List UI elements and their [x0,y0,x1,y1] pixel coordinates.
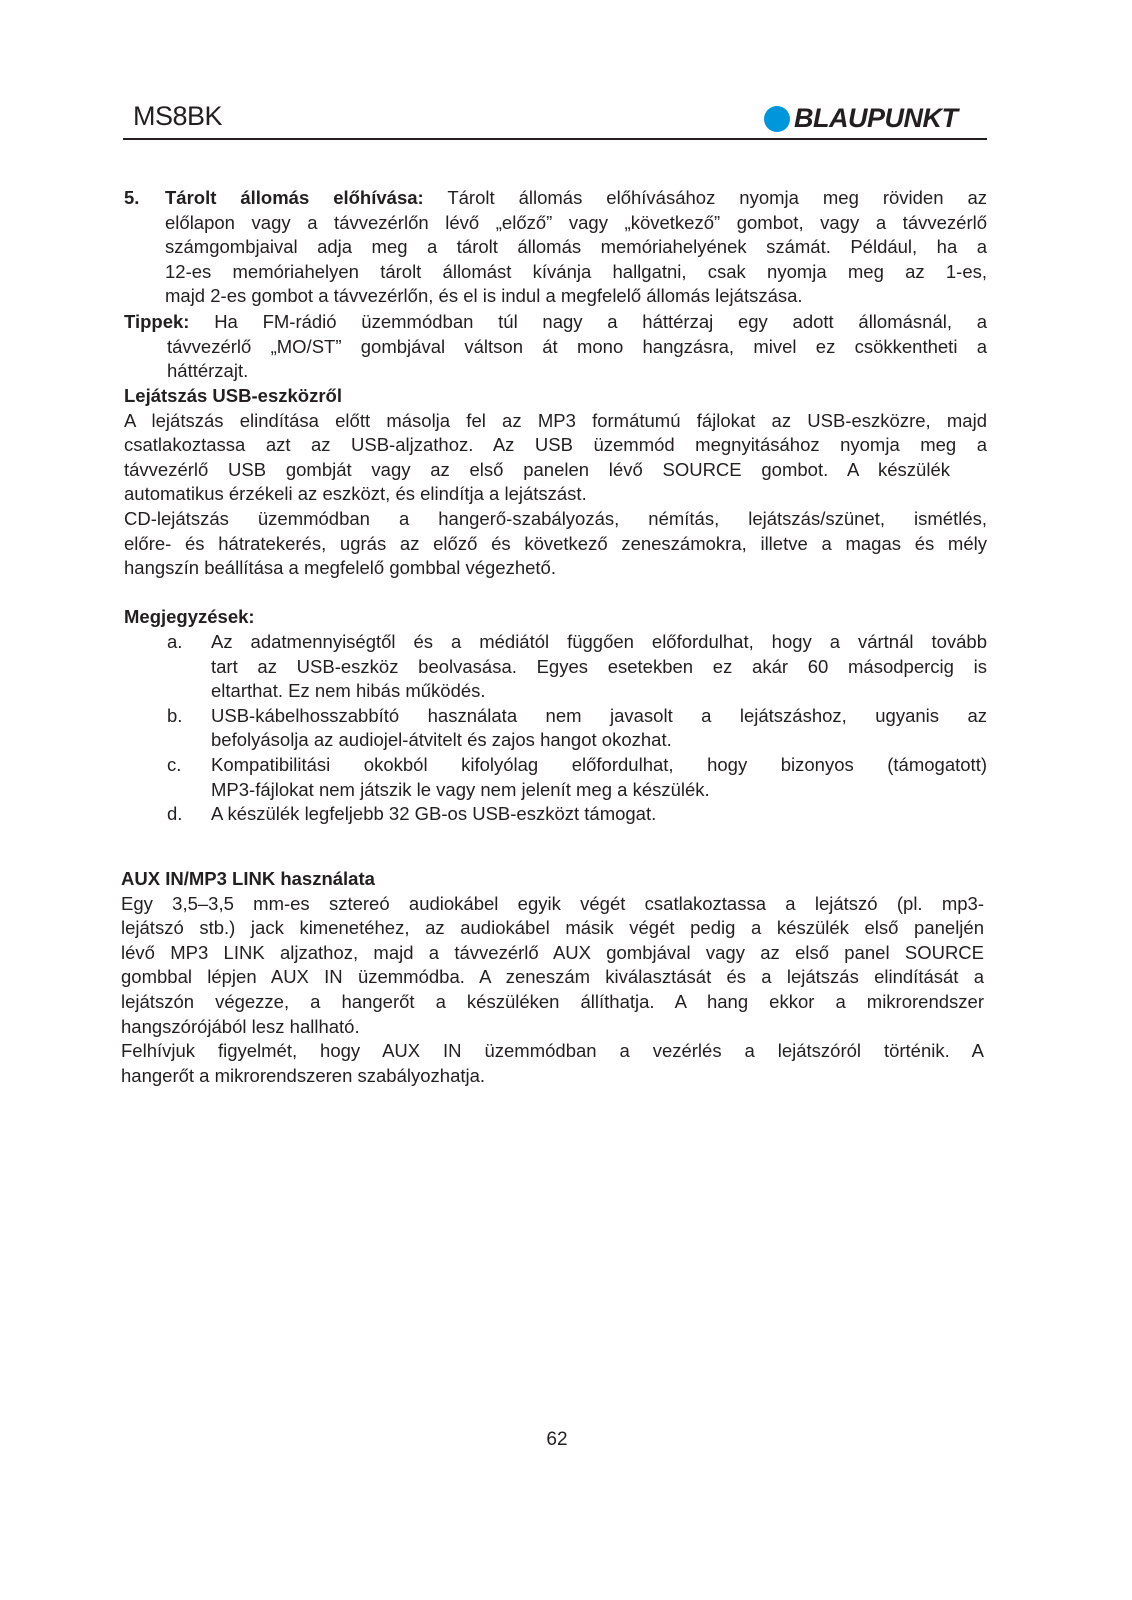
aux-heading: AUX IN/MP3 LINK használata [121,868,375,889]
page-number: 62 [546,1429,568,1450]
text-line: számgombjaival adja meg a tárolt állomás memóriahelyének számát. Például, ha a [165,236,987,258]
text-line: lejátszón végezze, a hangerőt a készüléken állíthatja. A hang ekkor a mikrorendszer [121,990,984,1012]
note-c [167,753,987,802]
text-line: lejátszó stb.) jack kimenetéhez, az audiokábel másik végét pedig a készülék első paneljén [121,917,984,939]
usb-heading: Lejátszás USB-eszközről [124,385,342,406]
logo-dot-icon [764,106,790,132]
header-divider [123,138,987,140]
text-line: A készülék legfeljebb 32 GB-os USB-eszközt támogat. [211,803,657,825]
item-number: 5. [124,187,140,208]
text-line: Az adatmennyiségtől és a médiától függően előfordulhat, hogy a vártnál tovább [211,631,987,652]
text-line: USB-kábelhosszabbító használata nem javasolt a lejátszáshoz, ugyanis az [211,704,987,726]
text-line: tart az USB-eszköz beolvasása. Egyes esetekben ez akár 60 másodpercig is [211,655,987,677]
text-line: MP3-fájlokat nem játszik le vagy nem jelenít meg a készülék. [211,778,710,800]
note-b [167,704,987,753]
item5-block [165,186,987,309]
item5-title: Tárolt állomás előhívása: [165,187,424,208]
text-line: CD-lejátszás üzemmódban a hangerő-szabályozás, némítás, lejátszás/szünet, ismétlés, [124,507,987,529]
note-marker: d. [167,803,183,825]
model-name: MS8BK [133,101,223,131]
note-d [167,802,987,827]
text-line: automatikus érzékeli az eszközt, és elindítja a lejátszást. [124,483,587,505]
text-line: A lejátszás elindítása előtt másolja fel az MP3 formátumú fájlokat az USB-eszközre, majd [124,409,987,431]
text-line: gombbal lépjen AUX IN üzemmódba. A zeneszám kiválasztását és a lejátszás elindítását a [121,966,984,988]
text-line: Egy 3,5–3,5 mm-es sztereó audiokábel egyik végét csatlakoztassa a lejátszó (pl. mp3- [121,892,984,914]
note-marker: c. [167,753,182,775]
text-line: hangszórójából lesz hallható. [121,1015,360,1037]
brand-name: BLAUPUNKT [794,103,958,133]
text-line: előre- és hátratekerés, ugrás az előző és következő zeneszámokra, illetve a magas és mély [124,532,987,554]
notes-heading-text: Megjegyzések: [124,606,255,627]
text-line: hangerőt a mikrorendszeren szabályozhatja. [121,1064,486,1086]
note-marker: a. [167,631,183,652]
note-a [167,630,987,704]
text-line: távvezérlő USB gombját vagy az első panelen lévő SOURCE gombot. A készülék [124,458,950,480]
text-line: hangszín beállítása a megfelelő gombbal végezhető. [124,557,556,579]
text-line: eltarthat. Ez nem hibás működés. [211,680,486,702]
text-line: Tárolt állomás előhívásához nyomja meg röviden az [447,187,987,208]
text-line: háttérzajt. [167,360,249,382]
tips-block [124,310,987,335]
text-line: Kompatibilitási okokból kifolyólag előfordulhat, hogy bizonyos (támogatott) [211,753,987,775]
text-line: lévő MP3 LINK aljzathoz, majd a távvezérlő AUX gombjával vagy az első panel SOURCE [121,941,984,963]
text-line: Ha FM-rádió üzemmódban túl nagy a háttérzaj egy adott állomásnál, a [214,311,987,332]
usb-section [124,384,987,581]
text-line: befolyásolja az audiojel-átvitelt és zajos hangot okozhat. [211,729,672,751]
note-marker: b. [167,704,183,726]
text-line: 12-es memóriahelyen tárolt állomást kívánja hallgatni, csak nyomja meg az 1-es, [165,260,987,282]
text-line: távvezérlő „MO/ST” gombjával váltson át mono hangzásra, mivel ez csökkentheti a [167,335,987,357]
tips-continuation [167,335,987,384]
text-line: Felhívjuk figyelmét, hogy AUX IN üzemmódban a vezérlés a lejátszóról történik. A [121,1040,984,1062]
notes-list [167,630,987,827]
text-line: majd 2-es gombot a távvezérlőn, és el is indul a megfelelő állomás lejátszása. [165,285,803,307]
text-line: csatlakoztassa azt az USB-aljzathoz. Az USB üzemmód megnyitásához nyomja meg a [124,434,987,456]
item5-number [124,186,139,211]
aux-section [121,867,984,1088]
brand-logo [764,103,958,134]
tips-label: Tippek: [124,311,190,332]
text-line: előlapon vagy a távvezérlőn lévő „előző” vagy „következő” gombot, vagy a távvezérlő [165,211,987,233]
notes-heading [124,605,255,630]
